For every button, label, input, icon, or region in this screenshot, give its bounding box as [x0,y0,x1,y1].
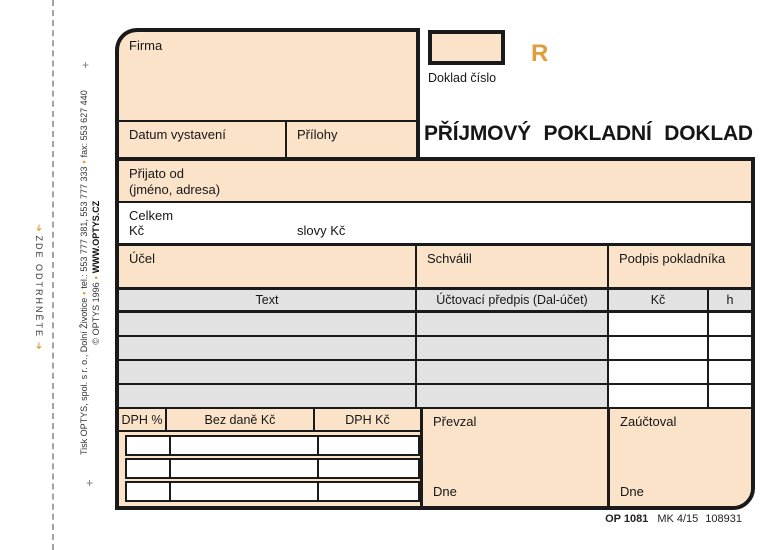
vat-amount-cell[interactable] [317,460,418,477]
registration-mark-top: + [82,58,90,72]
predpis-cell[interactable] [415,337,607,359]
vat-row [125,435,420,456]
currency-label: Kč [129,223,145,238]
h-cell[interactable] [707,385,751,407]
registration-mark-bottom: + [86,476,94,490]
form-serial: 108931 [705,513,742,525]
firma-field[interactable] [119,32,416,120]
vat-amount-cell[interactable] [317,483,418,500]
base-amount-cell[interactable] [169,437,317,454]
approved-by-field[interactable] [415,246,607,287]
approved-by-label: Schválil [427,251,472,266]
col-header-h: h [707,290,751,310]
vat-amount-cell[interactable] [317,437,418,454]
h-cell[interactable] [707,313,751,335]
col-header-text: Text [255,293,279,307]
tear-here-label: ➔ZDE ODTRHNĚTE➔ [34,220,44,354]
posted-by-label: Zaúčtoval [620,414,677,429]
total-label: Celkem [129,208,174,223]
base-amount-cell[interactable] [169,460,317,477]
vat-percent-cell[interactable] [127,437,169,454]
table-row [119,361,751,385]
issue-date-field[interactable] [119,122,285,157]
text-cell[interactable] [119,337,415,359]
vat-percent-header: DPH % [119,409,167,432]
received-date-label: Dne [433,484,457,499]
vat-percent-cell[interactable] [127,483,169,500]
tear-arrow-icon: ➔ [34,342,44,350]
text-cell[interactable] [119,313,415,335]
kc-cell[interactable] [607,337,707,359]
text-cell[interactable] [119,385,415,407]
received-by-field[interactable] [420,409,607,506]
posted-date-label: Dne [620,484,644,499]
col-header-predpis: Účtovací předpis (Dal-účet) [415,290,607,310]
base-amount-cell[interactable] [169,483,317,500]
received-from-label-line1: Přijato od [129,166,184,181]
h-cell[interactable] [707,337,751,359]
kc-cell[interactable] [607,385,707,407]
bullet-icon: • [79,160,89,164]
tear-arrow-icon: ➔ [34,224,44,232]
attachments-field[interactable] [285,122,416,157]
col-header-kc: Kč [607,290,707,310]
predpis-cell[interactable] [415,361,607,383]
total-amount-field[interactable] [119,203,751,246]
received-by-label: Převzal [433,414,477,429]
amount-in-words-label: slovy Kč [297,223,346,238]
printer-copyright-line: © OPTYS 1996•WWW.OPTYS.CZ [91,200,101,345]
h-cell[interactable] [707,361,751,383]
vat-row [125,458,420,479]
cashier-signature-label: Podpis pokladníka [619,251,726,266]
receipt-main-body [115,157,755,510]
form-edition: MK 4/15 [657,513,699,525]
bullet-icon: • [91,276,101,280]
form-code: OP 1081 [605,513,649,525]
received-from-field[interactable] [119,161,751,203]
cashier-signature-field[interactable] [607,246,751,287]
purpose-field[interactable] [119,246,415,287]
document-number-label: Doklad číslo [428,71,497,85]
kc-cell[interactable] [607,313,707,335]
vat-percent-cell[interactable] [127,460,169,477]
receipt-letter-r: R [531,40,549,67]
table-row [119,337,751,361]
table-row [119,313,751,337]
text-cell[interactable] [119,361,415,383]
issue-date-label: Datum vystavení [129,127,226,142]
firma-label: Firma [129,38,163,53]
perforation-dashed-line [52,0,54,550]
posted-by-field[interactable] [607,409,751,506]
vat-amount-header: DPH Kč [315,409,420,432]
accounting-table-body [119,313,751,409]
bullet-icon: • [79,291,89,295]
predpis-cell[interactable] [415,313,607,335]
kc-cell[interactable] [607,361,707,383]
table-row [119,385,751,409]
printer-contact-line: Tisk OPTYS, spol. s r. o., Dolní Životice•tel.: 553 777 381, 553 777 333•fax: 553 627 440 [79,90,89,455]
received-from-label-line2: (jméno, adresa) [129,182,221,197]
predpis-cell[interactable] [415,385,607,407]
company-field-block [115,28,420,157]
form-code-footer [605,513,742,525]
printer-website: WWW.OPTYS.CZ [91,200,101,274]
accounting-table-header [119,290,751,313]
bottom-band [119,409,751,506]
purpose-label: Účel [129,251,156,266]
base-amount-header: Bez daně Kč [167,409,315,432]
page-title: PŘÍJMOVÝ POKLADNÍ DOKLAD [424,122,753,145]
vat-row [125,481,420,502]
document-number-field[interactable] [428,30,505,65]
attachments-label: Přílohy [297,127,338,142]
